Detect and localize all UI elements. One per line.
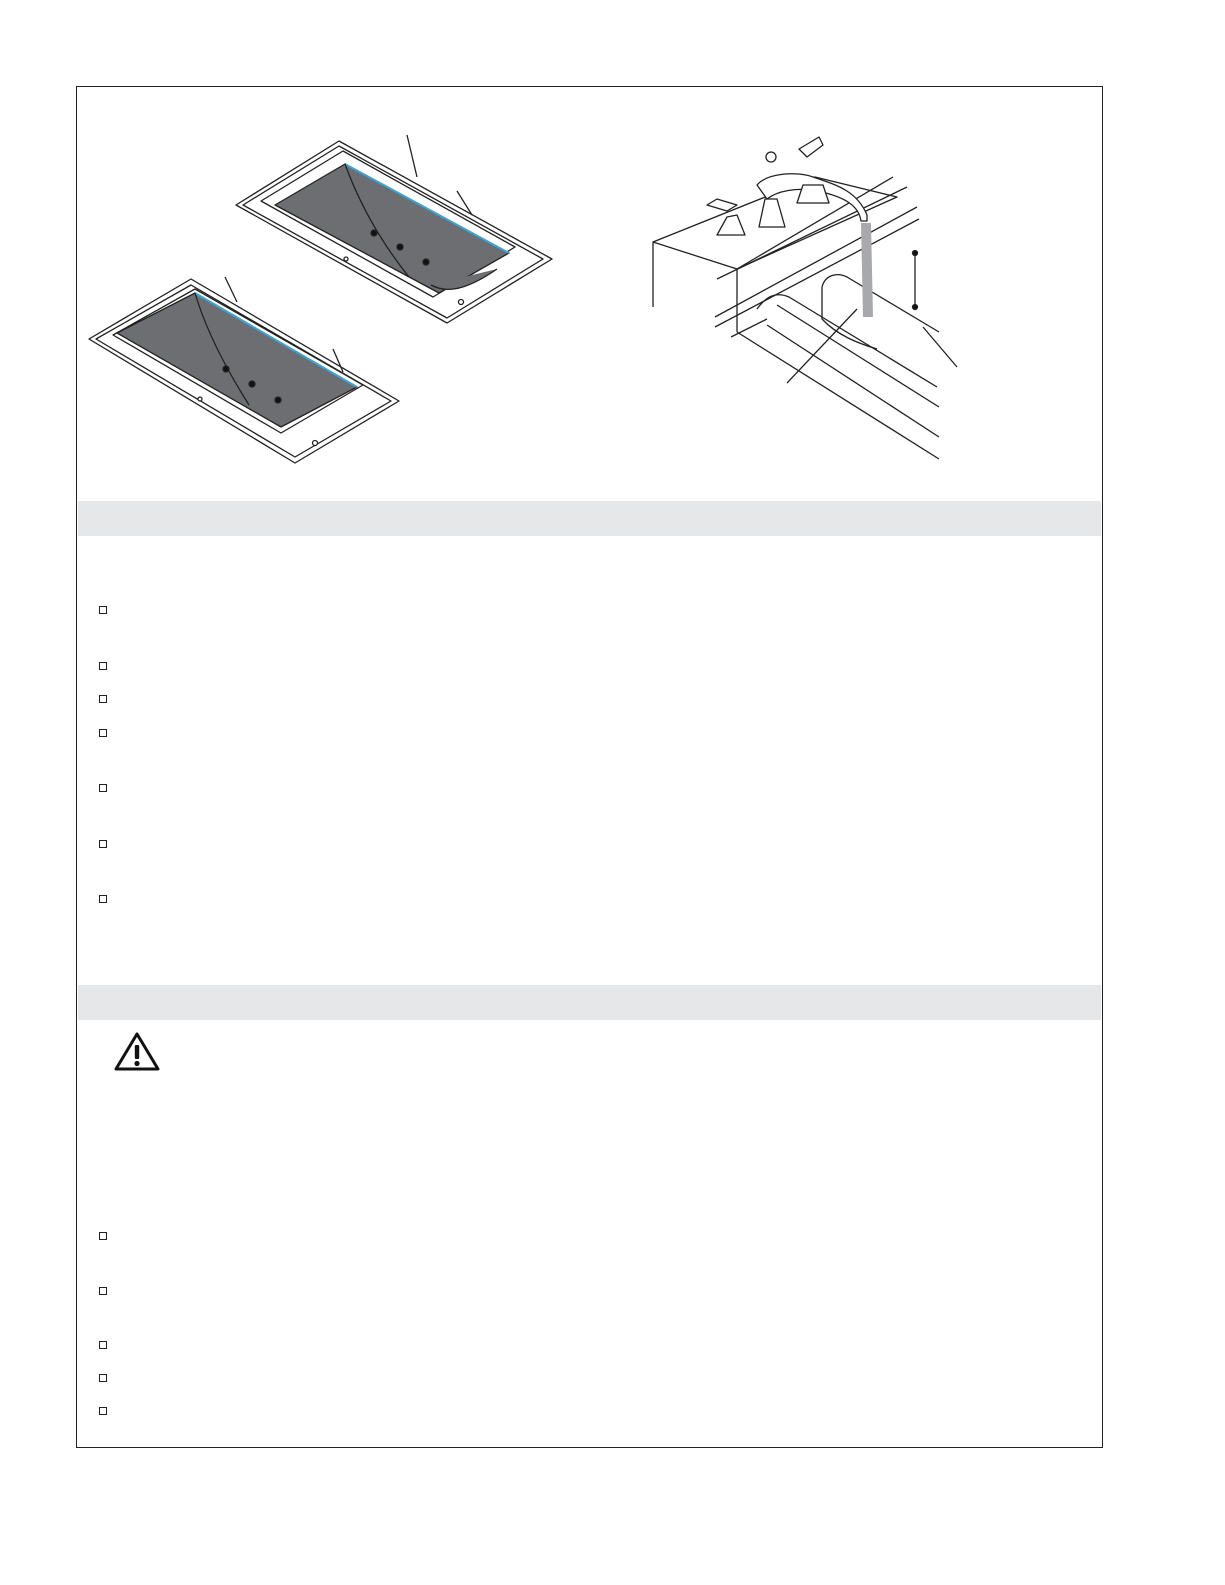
checkbox[interactable] [99, 606, 107, 614]
checkbox[interactable] [99, 1232, 107, 1240]
checkbox[interactable] [99, 1374, 107, 1382]
checklist-item[interactable] [99, 1407, 121, 1415]
checklist-item[interactable] [99, 662, 121, 670]
checkbox[interactable] [99, 840, 107, 848]
checklist-item[interactable] [99, 895, 121, 903]
checkbox[interactable] [99, 662, 107, 670]
upper-tub [236, 135, 552, 323]
lower-tub [89, 277, 399, 463]
checklist-item[interactable] [99, 1374, 121, 1382]
checklist-item[interactable] [99, 695, 121, 703]
bath-illustration-left [77, 87, 637, 497]
checklist-item[interactable] [99, 1232, 121, 1240]
checklist-item[interactable] [99, 784, 121, 792]
page-frame [76, 86, 1103, 1448]
checklist-item[interactable] [99, 606, 121, 614]
checkbox[interactable] [99, 1407, 107, 1415]
checkbox[interactable] [99, 695, 107, 703]
warning-triangle-icon [113, 1031, 161, 1073]
checklist-item[interactable] [99, 840, 121, 848]
checkbox[interactable] [99, 784, 107, 792]
checklist-item[interactable] [99, 1287, 121, 1295]
checkbox[interactable] [99, 895, 107, 903]
checkbox[interactable] [99, 1287, 107, 1295]
checklist-item[interactable] [99, 1341, 121, 1349]
section-band-1 [78, 501, 1101, 536]
section-band-2 [78, 985, 1101, 1020]
checkbox[interactable] [99, 1341, 107, 1349]
checklist-item[interactable] [99, 729, 121, 737]
checkbox[interactable] [99, 729, 107, 737]
